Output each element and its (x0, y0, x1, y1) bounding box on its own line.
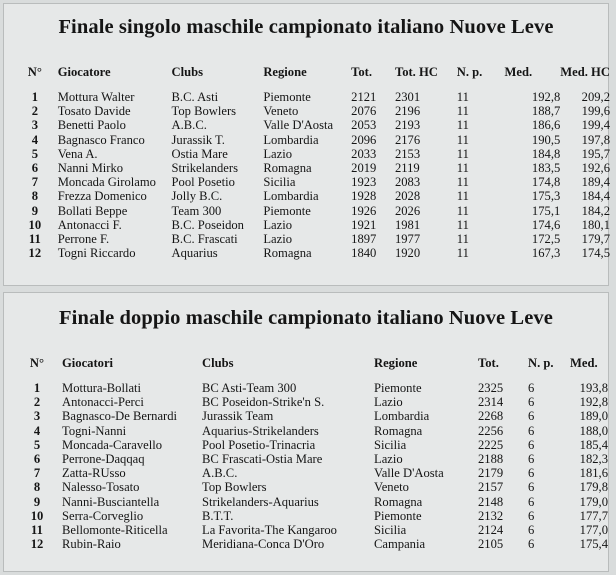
clubs-cell: Strikelanders-Aquarius (202, 494, 319, 509)
average-cell: 192,8 (531, 90, 561, 104)
table-row (12, 466, 608, 480)
club-cell: A.B.C. (171, 118, 207, 133)
players-cell: Perrone-Daqqaq (62, 452, 145, 467)
position-cell: 4 (33, 423, 41, 438)
table-row (12, 438, 608, 452)
column-header: Med. (504, 64, 533, 79)
average-cell: 177,0 (579, 523, 608, 538)
singles-header-row (12, 62, 610, 82)
games-cell: 6 (528, 395, 535, 410)
total-cell: 2096 (351, 132, 377, 147)
total-cell: 1897 (351, 232, 377, 247)
region-cell: Romagna (263, 161, 312, 176)
total-hc-cell: 2026 (394, 203, 421, 218)
total-hc-cell: 2028 (394, 189, 421, 204)
player-cell: Mottura Walter (57, 90, 135, 104)
players-cell: Moncada-Caravello (62, 437, 163, 452)
position-cell: 1 (31, 90, 38, 104)
position-cell: 12 (30, 537, 44, 552)
column-header: Med. (570, 355, 598, 370)
average-cell: 188,0 (579, 423, 608, 438)
position-cell: 3 (31, 118, 38, 133)
average-hc-cell: 209,2 (581, 90, 610, 104)
position-cell: 11 (28, 232, 41, 247)
average-cell: 172,5 (531, 232, 561, 247)
total-cell: 1840 (351, 246, 377, 261)
region-cell: Lazio (263, 217, 292, 232)
average-cell: 175,3 (531, 189, 561, 204)
table-row (12, 246, 610, 260)
average-cell: 181,6 (579, 466, 608, 481)
average-cell: 175,1 (531, 203, 561, 218)
total-cell: 2132 (478, 508, 504, 523)
average-cell: 174,6 (531, 217, 561, 232)
average-hc-cell: 184,2 (581, 203, 610, 218)
table-row (12, 204, 610, 218)
clubs-cell: Aquarius-Strikelanders (202, 423, 319, 438)
table-row (12, 232, 610, 246)
average-hc-cell: 179,7 (581, 232, 610, 247)
position-cell: 10 (28, 217, 42, 232)
table-row (12, 161, 610, 175)
club-cell: Jolly B.C. (171, 189, 223, 204)
position-cell: 5 (33, 437, 41, 452)
total-cell: 2314 (478, 395, 504, 410)
total-hc-cell: 2193 (394, 118, 421, 133)
clubs-cell: B.T.T. (202, 508, 234, 523)
total-hc-cell: 1977 (394, 232, 421, 247)
player-cell: Nanni Mirko (57, 161, 124, 176)
club-cell: Strikelanders (171, 161, 238, 176)
table-row (12, 104, 610, 118)
table-row (12, 395, 608, 409)
region-cell: Valle D'Aosta (263, 118, 334, 133)
games-cell: 11 (456, 161, 469, 176)
games-cell: 11 (456, 232, 469, 247)
region-cell: Romagna (263, 246, 312, 261)
total-hc-cell: 1981 (394, 217, 421, 232)
club-cell: B.C. Frascati (171, 232, 238, 247)
average-cell: 182,3 (579, 452, 608, 467)
table-row (12, 118, 610, 132)
doubles-results-body (12, 381, 608, 551)
column-header: Tot. (351, 64, 373, 79)
total-hc-cell: 2083 (394, 175, 421, 190)
total-cell: 2325 (478, 381, 504, 395)
average-cell: 186,6 (531, 118, 561, 133)
region-cell: Lazio (374, 395, 403, 410)
region-cell: Veneto (263, 104, 299, 119)
games-cell: 11 (456, 203, 469, 218)
games-cell: 11 (456, 132, 469, 147)
games-cell: 6 (528, 480, 535, 495)
total-hc-cell: 2176 (394, 132, 421, 147)
games-cell: 11 (456, 118, 469, 133)
region-cell: Lombardia (263, 132, 319, 147)
games-cell: 6 (528, 381, 535, 395)
position-cell: 7 (31, 175, 38, 190)
table-row (12, 133, 610, 147)
total-hc-cell: 2196 (394, 104, 421, 119)
total-cell: 1921 (351, 217, 377, 232)
average-cell: 189,0 (579, 409, 608, 424)
column-header: Clubs (171, 64, 204, 79)
total-cell: 1928 (351, 189, 377, 204)
table-row (12, 495, 608, 509)
region-cell: Campania (374, 537, 426, 552)
position-cell: 8 (31, 189, 38, 204)
position-cell: 3 (33, 409, 41, 424)
region-cell: Veneto (374, 480, 409, 495)
average-hc-cell: 195,7 (581, 146, 610, 161)
table-row (12, 537, 608, 551)
club-cell: B.C. Poseidon (171, 217, 244, 232)
table-row (12, 480, 608, 494)
region-cell: Piemonte (374, 508, 422, 523)
column-header: N. p. (528, 355, 554, 370)
average-cell: 193,8 (579, 381, 608, 395)
games-cell: 6 (528, 437, 535, 452)
table-row (12, 424, 608, 438)
total-cell: 2124 (478, 523, 504, 538)
position-cell: 9 (31, 203, 38, 218)
table-row (12, 175, 610, 189)
region-cell: Romagna (374, 423, 423, 438)
total-cell: 2019 (351, 161, 377, 176)
games-cell: 11 (456, 104, 469, 119)
column-header: Regione (263, 64, 307, 79)
table-row (12, 523, 608, 537)
region-cell: Lombardia (263, 189, 319, 204)
average-hc-cell: 189,4 (581, 175, 610, 190)
players-cell: Rubin-Raio (62, 537, 121, 552)
games-cell: 11 (456, 146, 469, 161)
average-cell: 167,3 (531, 246, 561, 261)
table-row (12, 452, 608, 466)
games-cell: 6 (528, 494, 535, 509)
region-cell: Piemonte (263, 90, 311, 104)
player-cell: Bollati Beppe (57, 203, 128, 218)
table-row (12, 509, 608, 523)
average-hc-cell: 199,6 (581, 104, 610, 119)
clubs-cell: Meridiana-Conca D'Oro (202, 537, 325, 552)
position-cell: 1 (33, 381, 41, 395)
player-cell: Moncada Girolamo (57, 175, 156, 190)
total-cell: 2105 (478, 537, 504, 552)
table-row (12, 218, 610, 232)
total-cell: 1923 (351, 175, 377, 190)
region-cell: Lombardia (374, 409, 430, 424)
average-hc-cell: 197,8 (581, 132, 610, 147)
region-cell: Lazio (263, 146, 292, 161)
region-cell: Sicilia (374, 523, 407, 538)
average-hc-cell: 199,4 (581, 118, 610, 133)
games-cell: 6 (528, 508, 535, 523)
average-cell: 174,8 (531, 175, 561, 190)
club-cell: Pool Posetio (171, 175, 235, 190)
region-cell: Sicilia (374, 437, 407, 452)
clubs-cell: Pool Posetio-Trinacria (202, 437, 316, 452)
average-cell: 190,5 (531, 132, 561, 147)
table-row (12, 90, 610, 104)
clubs-cell: BC Asti-Team 300 (202, 381, 297, 395)
total-cell: 2148 (478, 494, 504, 509)
games-cell: 11 (456, 189, 469, 204)
region-cell: Lazio (263, 232, 292, 247)
position-cell: 5 (31, 146, 38, 161)
player-cell: Benetti Paolo (57, 118, 126, 133)
club-cell: Top Bowlers (171, 104, 237, 119)
position-cell: 10 (30, 508, 44, 523)
games-cell: 6 (528, 537, 535, 552)
singles-results-body (12, 90, 610, 260)
club-cell: Team 300 (171, 203, 222, 218)
table-row (12, 189, 610, 203)
column-header: N° (27, 64, 42, 79)
player-cell: Antonacci F. (57, 217, 122, 232)
player-cell: Togni Riccardo (57, 246, 136, 261)
clubs-cell: BC Poseidon-Strike'n S. (202, 395, 325, 410)
games-cell: 6 (528, 523, 535, 538)
games-cell: 11 (456, 246, 469, 261)
average-cell: 177,7 (579, 508, 608, 523)
club-cell: Ostia Mare (171, 146, 228, 161)
doubles-header-row (12, 353, 608, 373)
player-cell: Tosato Davide (57, 104, 131, 119)
column-header: Giocatori (62, 355, 114, 370)
average-cell: 185,4 (579, 437, 608, 452)
region-cell: Piemonte (374, 381, 422, 395)
games-cell: 6 (528, 409, 535, 424)
table-row (12, 409, 608, 423)
players-cell: Togni-Nanni (62, 423, 127, 438)
total-cell: 2188 (478, 452, 504, 467)
position-cell: 11 (31, 523, 43, 538)
players-cell: Zatta-RUsso (62, 466, 126, 481)
position-cell: 12 (28, 246, 42, 261)
column-header: N° (29, 355, 45, 370)
total-hc-cell: 2153 (394, 146, 421, 161)
players-cell: Nalesso-Tosato (62, 480, 140, 495)
average-cell: 188,7 (531, 104, 561, 119)
total-cell: 2268 (478, 409, 504, 424)
singles-final-title: Finale singolo maschile campionato italiano Nuove Leve (58, 16, 554, 38)
total-cell: 2179 (478, 466, 504, 481)
region-cell: Sicilia (263, 175, 296, 190)
position-cell: 8 (33, 480, 41, 495)
games-cell: 11 (456, 217, 469, 232)
position-cell: 6 (33, 452, 41, 467)
total-hc-cell: 2119 (394, 161, 420, 176)
position-cell: 6 (31, 161, 38, 176)
clubs-cell: Jurassik Team (202, 409, 274, 424)
games-cell: 11 (456, 175, 469, 190)
total-hc-cell: 1920 (394, 246, 421, 261)
player-cell: Vena A. (57, 146, 98, 161)
games-cell: 6 (528, 452, 535, 467)
position-cell: 2 (33, 395, 41, 410)
total-cell: 2256 (478, 423, 504, 438)
total-cell: 2121 (351, 90, 377, 104)
clubs-cell: BC Frascati-Ostia Mare (202, 452, 323, 467)
total-cell: 2033 (351, 146, 377, 161)
total-cell: 2225 (478, 437, 504, 452)
players-cell: Antonacci-Perci (62, 395, 144, 410)
clubs-cell: A.B.C. (202, 466, 238, 481)
singles-results-table (12, 62, 610, 260)
club-cell: Aquarius (171, 246, 218, 261)
table-row (12, 147, 610, 161)
total-hc-cell: 2301 (394, 90, 421, 104)
average-cell: 179,0 (579, 494, 608, 509)
position-cell: 4 (31, 132, 38, 147)
player-cell: Bagnasco Franco (57, 132, 145, 147)
average-cell: 179,8 (579, 480, 608, 495)
club-cell: Jurassik T. (171, 132, 225, 147)
total-cell: 2076 (351, 104, 377, 119)
position-cell: 2 (31, 104, 38, 119)
total-cell: 1926 (351, 203, 377, 218)
average-hc-cell: 174,5 (581, 246, 610, 261)
players-cell: Bellomonte-Riticella (62, 523, 168, 538)
average-hc-cell: 180,1 (581, 217, 610, 232)
doubles-final-title: Finale doppio maschile campionato italiano Nuove Leve (59, 307, 553, 329)
club-cell: B.C. Asti (171, 90, 219, 104)
clubs-cell: Top Bowlers (202, 480, 267, 495)
average-cell: 183,5 (531, 161, 561, 176)
average-cell: 184,8 (531, 146, 561, 161)
average-hc-cell: 184,4 (581, 189, 610, 204)
position-cell: 7 (33, 466, 41, 481)
total-cell: 2053 (351, 118, 377, 133)
games-cell: 6 (528, 466, 535, 481)
singles-final-panel (3, 3, 609, 286)
players-cell: Mottura-Bollati (62, 381, 142, 395)
table-row (12, 381, 608, 395)
players-cell: Bagnasco-De Bernardi (62, 409, 178, 424)
column-header: N. p. (456, 64, 483, 79)
games-cell: 6 (528, 423, 535, 438)
games-cell: 11 (456, 90, 469, 104)
column-header: Giocatore (57, 64, 111, 79)
region-cell: Lazio (374, 452, 403, 467)
players-cell: Serra-Corveglio (62, 508, 144, 523)
players-cell: Nanni-Busciantella (62, 494, 160, 509)
region-cell: Valle D'Aosta (374, 466, 444, 481)
doubles-results-table (12, 353, 608, 551)
player-cell: Frezza Domenico (57, 189, 147, 204)
total-cell: 2157 (478, 480, 504, 495)
column-header: Tot. HC (394, 64, 438, 79)
position-cell: 9 (33, 494, 41, 509)
column-header: Clubs (202, 355, 234, 370)
average-hc-cell: 192,6 (581, 161, 610, 176)
player-cell: Perrone F. (57, 232, 110, 247)
column-header: Regione (374, 355, 418, 370)
doubles-final-panel (3, 292, 609, 572)
region-cell: Piemonte (263, 203, 311, 218)
average-cell: 175,4 (579, 537, 608, 552)
clubs-cell: La Favorita-The Kangaroo (202, 523, 337, 538)
region-cell: Romagna (374, 494, 423, 509)
average-cell: 192,8 (579, 395, 608, 410)
column-header: Tot. (478, 355, 499, 370)
column-header: Med. HC (560, 64, 610, 79)
